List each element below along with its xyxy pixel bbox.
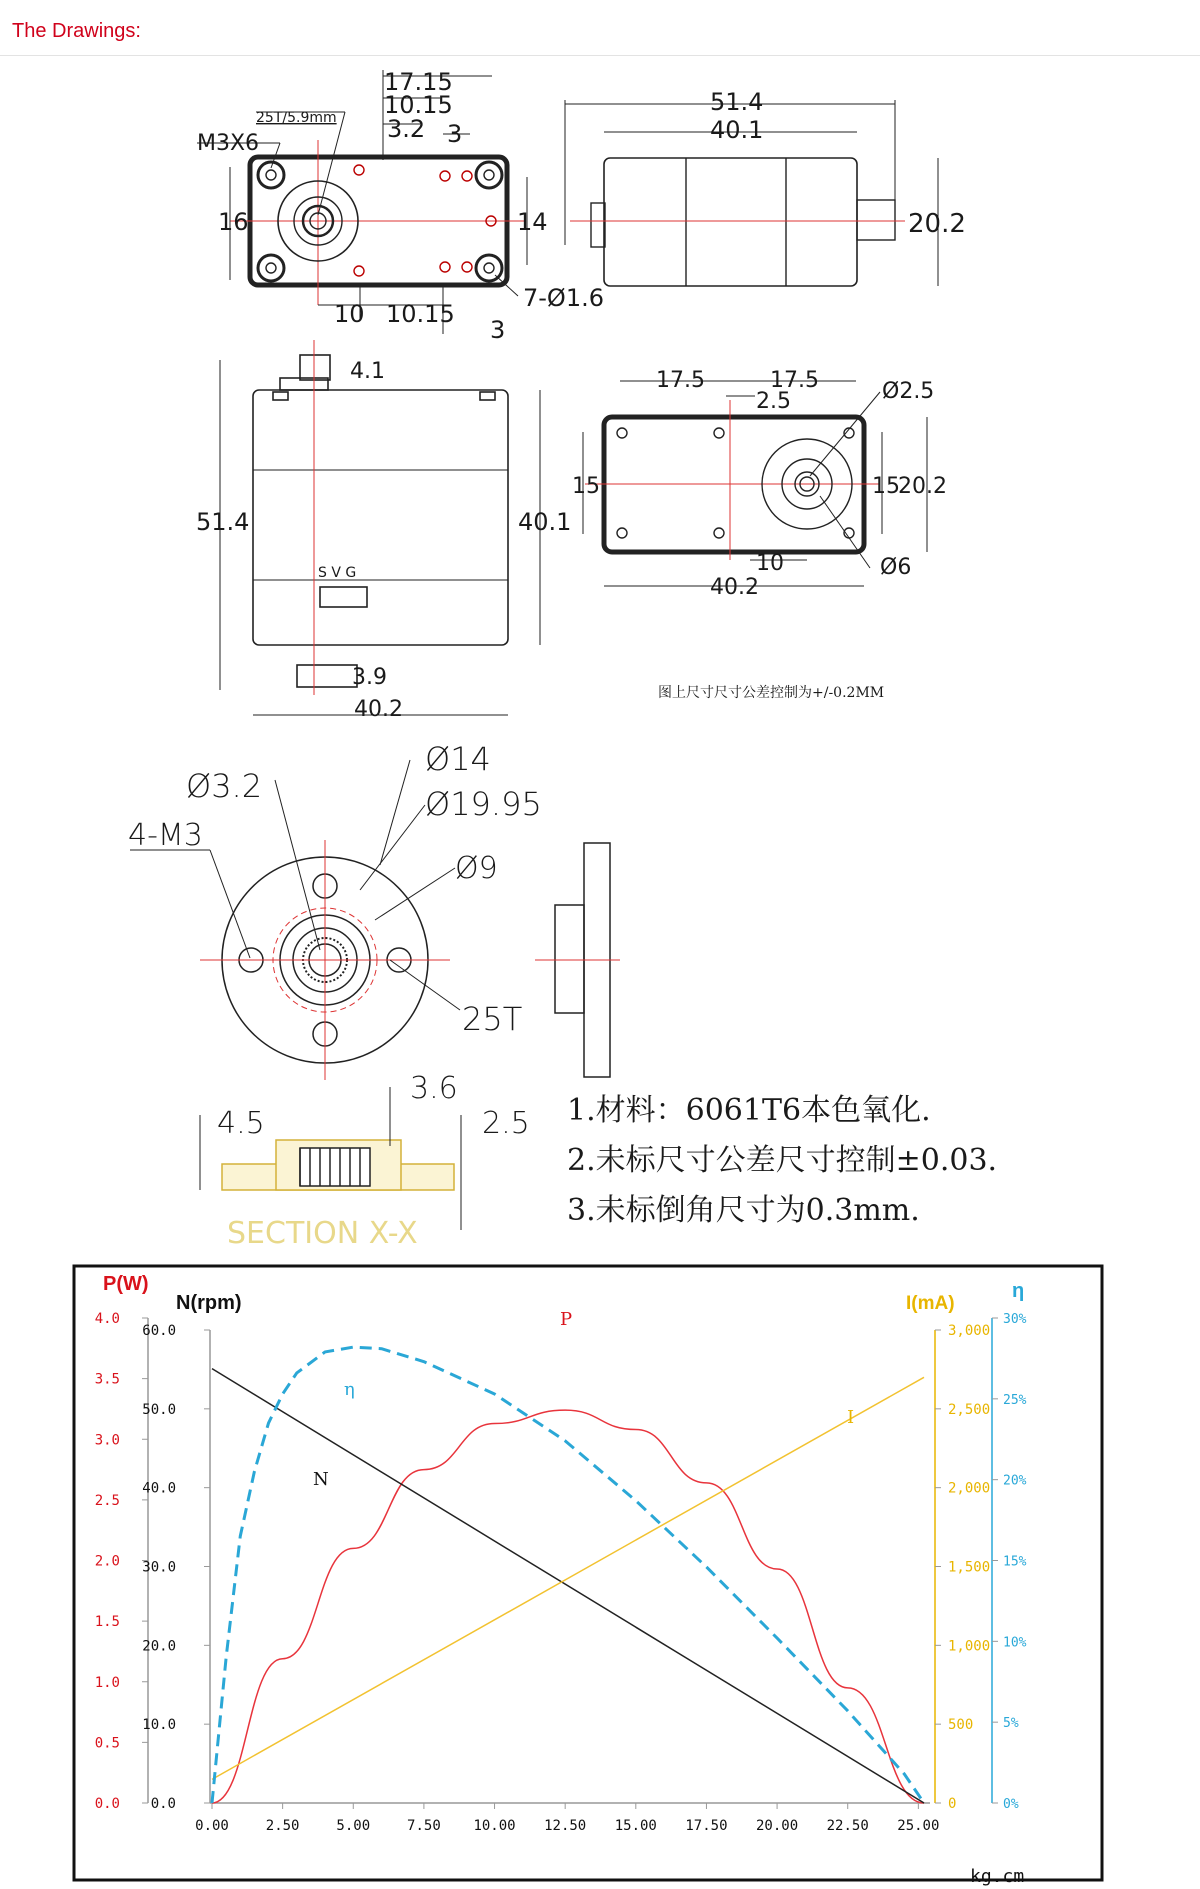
dim-diam-19-95: Ø19.95	[425, 785, 542, 823]
connector-label: S V G	[318, 565, 357, 581]
dim-3-2: 3.2	[387, 115, 426, 143]
tick-label-n: 30.0	[142, 1559, 176, 1576]
tick-label-n: 20.0	[142, 1638, 176, 1655]
tick-label-p: 0.5	[94, 1735, 120, 1752]
spline-label: 25T/5.9mm	[256, 110, 337, 126]
tick-label-eta: 5%	[1003, 1716, 1019, 1732]
tick-label-x: 5.00	[336, 1818, 371, 1834]
tick-label-n: 50.0	[142, 1401, 176, 1418]
tick-label-p: 0.0	[94, 1796, 120, 1812]
tick-label-eta: 0%	[1003, 1797, 1019, 1812]
dim-10: 10	[334, 300, 365, 328]
dim-4-5: 4.5	[217, 1106, 265, 1141]
tick-label-x: 7.50	[407, 1818, 441, 1834]
front-view	[220, 340, 540, 715]
axis-title-i: I(mA)	[906, 1293, 955, 1314]
dim-10-15-bottom: 10.15	[386, 300, 455, 328]
tick-label-i: 2,000	[948, 1480, 991, 1497]
tick-label-x: 12.50	[544, 1818, 587, 1834]
tick-label-x: 20.00	[756, 1818, 799, 1834]
tick-label-p: 1.0	[94, 1674, 120, 1691]
tick-label-x: 10.00	[473, 1818, 516, 1834]
page-title: The Drawings:	[12, 20, 141, 42]
dim-15-left: 15	[572, 474, 600, 499]
axis-title-n: N(rpm)	[176, 1292, 242, 1314]
note-1: 1.材料：6061T6本色氧化.	[567, 1093, 931, 1128]
axis-title-eta: η	[1012, 1280, 1025, 1302]
spline-25t: 25T	[462, 1000, 523, 1038]
dim-hole-3-2: Ø3.2	[186, 767, 263, 805]
tick-label-n: 40.0	[142, 1480, 176, 1497]
axis-title-p: P(W)	[103, 1273, 149, 1295]
dim-10-bottom: 10	[756, 551, 784, 576]
series-label-p: P	[560, 1309, 573, 1330]
tick-label-n: 0.0	[150, 1796, 176, 1812]
tick-label-p: 3.0	[94, 1432, 120, 1449]
note-2: 2.未标尺寸公差尺寸控制±0.03.	[567, 1143, 998, 1178]
tick-label-p: 2.5	[94, 1492, 120, 1509]
series-label-n: N	[313, 1469, 329, 1490]
horn-view	[130, 760, 620, 1230]
performance-chart	[74, 1266, 1102, 1887]
tick-label-p: 4.0	[94, 1311, 120, 1327]
tick-label-n: 10.0	[142, 1717, 176, 1734]
dim-20-2: 20.2	[908, 209, 966, 239]
tick-label-n: 60.0	[142, 1323, 176, 1339]
dim-10-15: 10.15	[384, 91, 453, 119]
tick-label-eta: 25%	[1003, 1392, 1027, 1408]
tick-label-x: 0.00	[195, 1818, 229, 1834]
tick-label-x: 17.50	[685, 1818, 728, 1834]
dim-3-bottom: 3	[490, 316, 506, 344]
dim-51-4: 51.4	[710, 88, 764, 116]
dim-2-5: 2.5	[756, 389, 791, 414]
tick-label-x: 2.50	[265, 1818, 300, 1834]
side-view-labels	[710, 88, 966, 239]
dim-boss-6: Ø6	[880, 555, 912, 580]
tick-label-eta: 30%	[1003, 1312, 1027, 1327]
series-label-eta: η	[344, 1379, 355, 1400]
dim-hole-2-5: Ø2.5	[882, 379, 935, 404]
dim-51-4-height: 51.4	[196, 508, 250, 536]
hole-label: 7-Ø1.6	[523, 284, 604, 312]
dim-3-9: 3.9	[352, 665, 387, 690]
dim-3-6: 3.6	[410, 1071, 458, 1106]
dim-17-5-left: 17.5	[656, 368, 705, 393]
dim-3: 3	[447, 120, 463, 148]
dim-4-1: 4.1	[350, 359, 385, 384]
dim-15-right: 15	[872, 474, 900, 499]
tick-label-eta: 20%	[1003, 1473, 1027, 1489]
tick-label-x: 25.00	[897, 1818, 940, 1834]
tick-label-x: 22.50	[826, 1818, 869, 1834]
tick-label-i: 0	[948, 1796, 957, 1812]
dim-17-5-right: 17.5	[770, 368, 819, 393]
dim-17-15: 17.15	[384, 68, 453, 96]
section-label: SECTION X-X	[227, 1216, 418, 1251]
series-label-i: I	[847, 1407, 855, 1428]
tick-label-i: 2,500	[948, 1401, 991, 1418]
dim-2-5-sec: 2.5	[482, 1106, 530, 1141]
dim-40-2-bottom: 40.2	[710, 575, 759, 600]
tick-label-i: 1,000	[948, 1638, 991, 1655]
dim-40-1: 40.1	[710, 116, 764, 144]
dim-40-1-height: 40.1	[518, 508, 572, 536]
tolerance-note: 图上尺寸尺寸公差控制为+/-0.2MM	[658, 685, 885, 701]
note-3: 3.未标倒角尺寸为0.3mm.	[567, 1193, 920, 1228]
tick-label-eta: 10%	[1003, 1635, 1027, 1651]
tick-label-i: 3,000	[948, 1323, 991, 1339]
tick-label-p: 3.5	[94, 1371, 120, 1388]
dim-40-2: 40.2	[354, 697, 403, 722]
tick-label-x: 15.00	[614, 1818, 657, 1834]
tick-label-i: 500	[948, 1717, 974, 1734]
tick-label-i: 1,500	[948, 1559, 991, 1576]
dim-diam-14: Ø14	[425, 740, 491, 778]
dim-20-2-bottom: 20.2	[898, 474, 947, 499]
dim-14: 14	[517, 208, 548, 236]
axis-title-x: kg.cm	[970, 1866, 1025, 1887]
tick-label-eta: 15%	[1003, 1554, 1027, 1570]
dim-16: 16	[218, 208, 249, 236]
top-view	[197, 70, 527, 334]
dim-4-m3: 4-M3	[128, 818, 203, 853]
tick-label-p: 1.5	[94, 1614, 120, 1631]
dim-diam-9: Ø9	[455, 851, 498, 886]
screw-label: M3X6	[197, 131, 260, 156]
tick-label-p: 2.0	[94, 1553, 120, 1570]
top-view-labels	[197, 68, 604, 344]
